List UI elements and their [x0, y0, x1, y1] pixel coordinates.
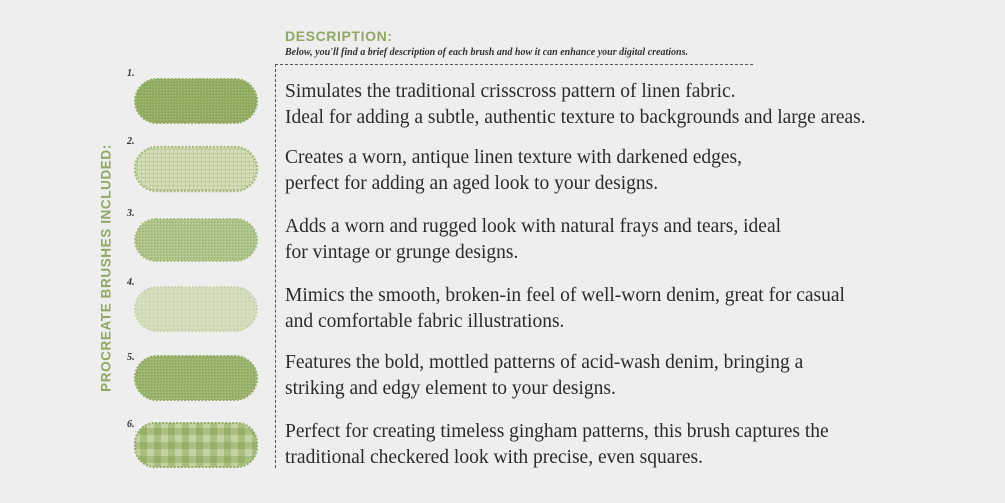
linen-swatch-graphic — [133, 77, 259, 125]
description-line: Creates a worn, antique linen texture with darkened edges, — [285, 147, 743, 168]
brush-description-3 — [285, 214, 945, 266]
description-line: Features the bold, mottled patterns of acid-wash denim, bringing a — [285, 352, 804, 373]
description-subtitle: Below, you'll find a brief description of each brush and how it can enhance your digital creations. — [285, 47, 688, 58]
brush-description-5 — [285, 350, 945, 402]
worn-denim-swatch-graphic — [133, 285, 259, 333]
brush-description-2 — [285, 145, 945, 197]
description-line: Adds a worn and rugged look with natural frays and tears, ideal — [285, 216, 782, 237]
brush-number-5: 5. — [127, 352, 135, 363]
brush-description-4 — [285, 283, 945, 335]
description-line: and comfortable fabric illustrations. — [285, 311, 565, 332]
gingham-swatch-graphic — [133, 421, 259, 469]
column-divider — [275, 64, 276, 468]
acid-wash-swatch-graphic — [133, 354, 259, 402]
brush-swatch-frayed — [133, 216, 259, 264]
brush-number-3: 3. — [127, 208, 135, 219]
description-line: Ideal for adding a subtle, authentic texture to backgrounds and large areas. — [285, 107, 866, 128]
description-line: for vintage or grunge designs. — [285, 242, 519, 263]
brush-swatch-linen — [133, 77, 259, 125]
frayed-swatch-graphic — [133, 216, 259, 264]
description-line: Simulates the traditional crisscross pattern of linen fabric. — [285, 81, 736, 102]
brush-number-1: 1. — [127, 68, 135, 79]
description-heading: DESCRIPTION: — [285, 28, 393, 44]
brush-number-2: 2. — [127, 136, 135, 147]
brush-number-4: 4. — [127, 277, 135, 288]
brush-swatch-acid-wash — [133, 354, 259, 402]
brushes-included-label — [98, 143, 114, 392]
header-divider — [275, 64, 753, 65]
brushes-included-text: PROCREATE BRUSHES INCLUDED: — [98, 143, 114, 392]
brush-swatch-worn-denim — [133, 285, 259, 333]
description-line: Mimics the smooth, broken-in feel of well-worn denim, great for casual — [285, 285, 845, 306]
brush-number-6: 6. — [127, 419, 135, 430]
description-line: perfect for adding an aged look to your designs. — [285, 173, 659, 194]
description-line: striking and edgy element to your designs. — [285, 378, 616, 399]
antique-linen-swatch-graphic — [133, 145, 259, 193]
brush-description-1 — [285, 79, 945, 131]
brush-swatch-antique-linen — [133, 145, 259, 193]
brush-description-6 — [285, 419, 945, 471]
description-line: traditional checkered look with precise, even squares. — [285, 447, 704, 468]
description-line: Perfect for creating timeless gingham patterns, this brush captures the — [285, 421, 829, 442]
brush-swatch-gingham — [133, 421, 259, 469]
